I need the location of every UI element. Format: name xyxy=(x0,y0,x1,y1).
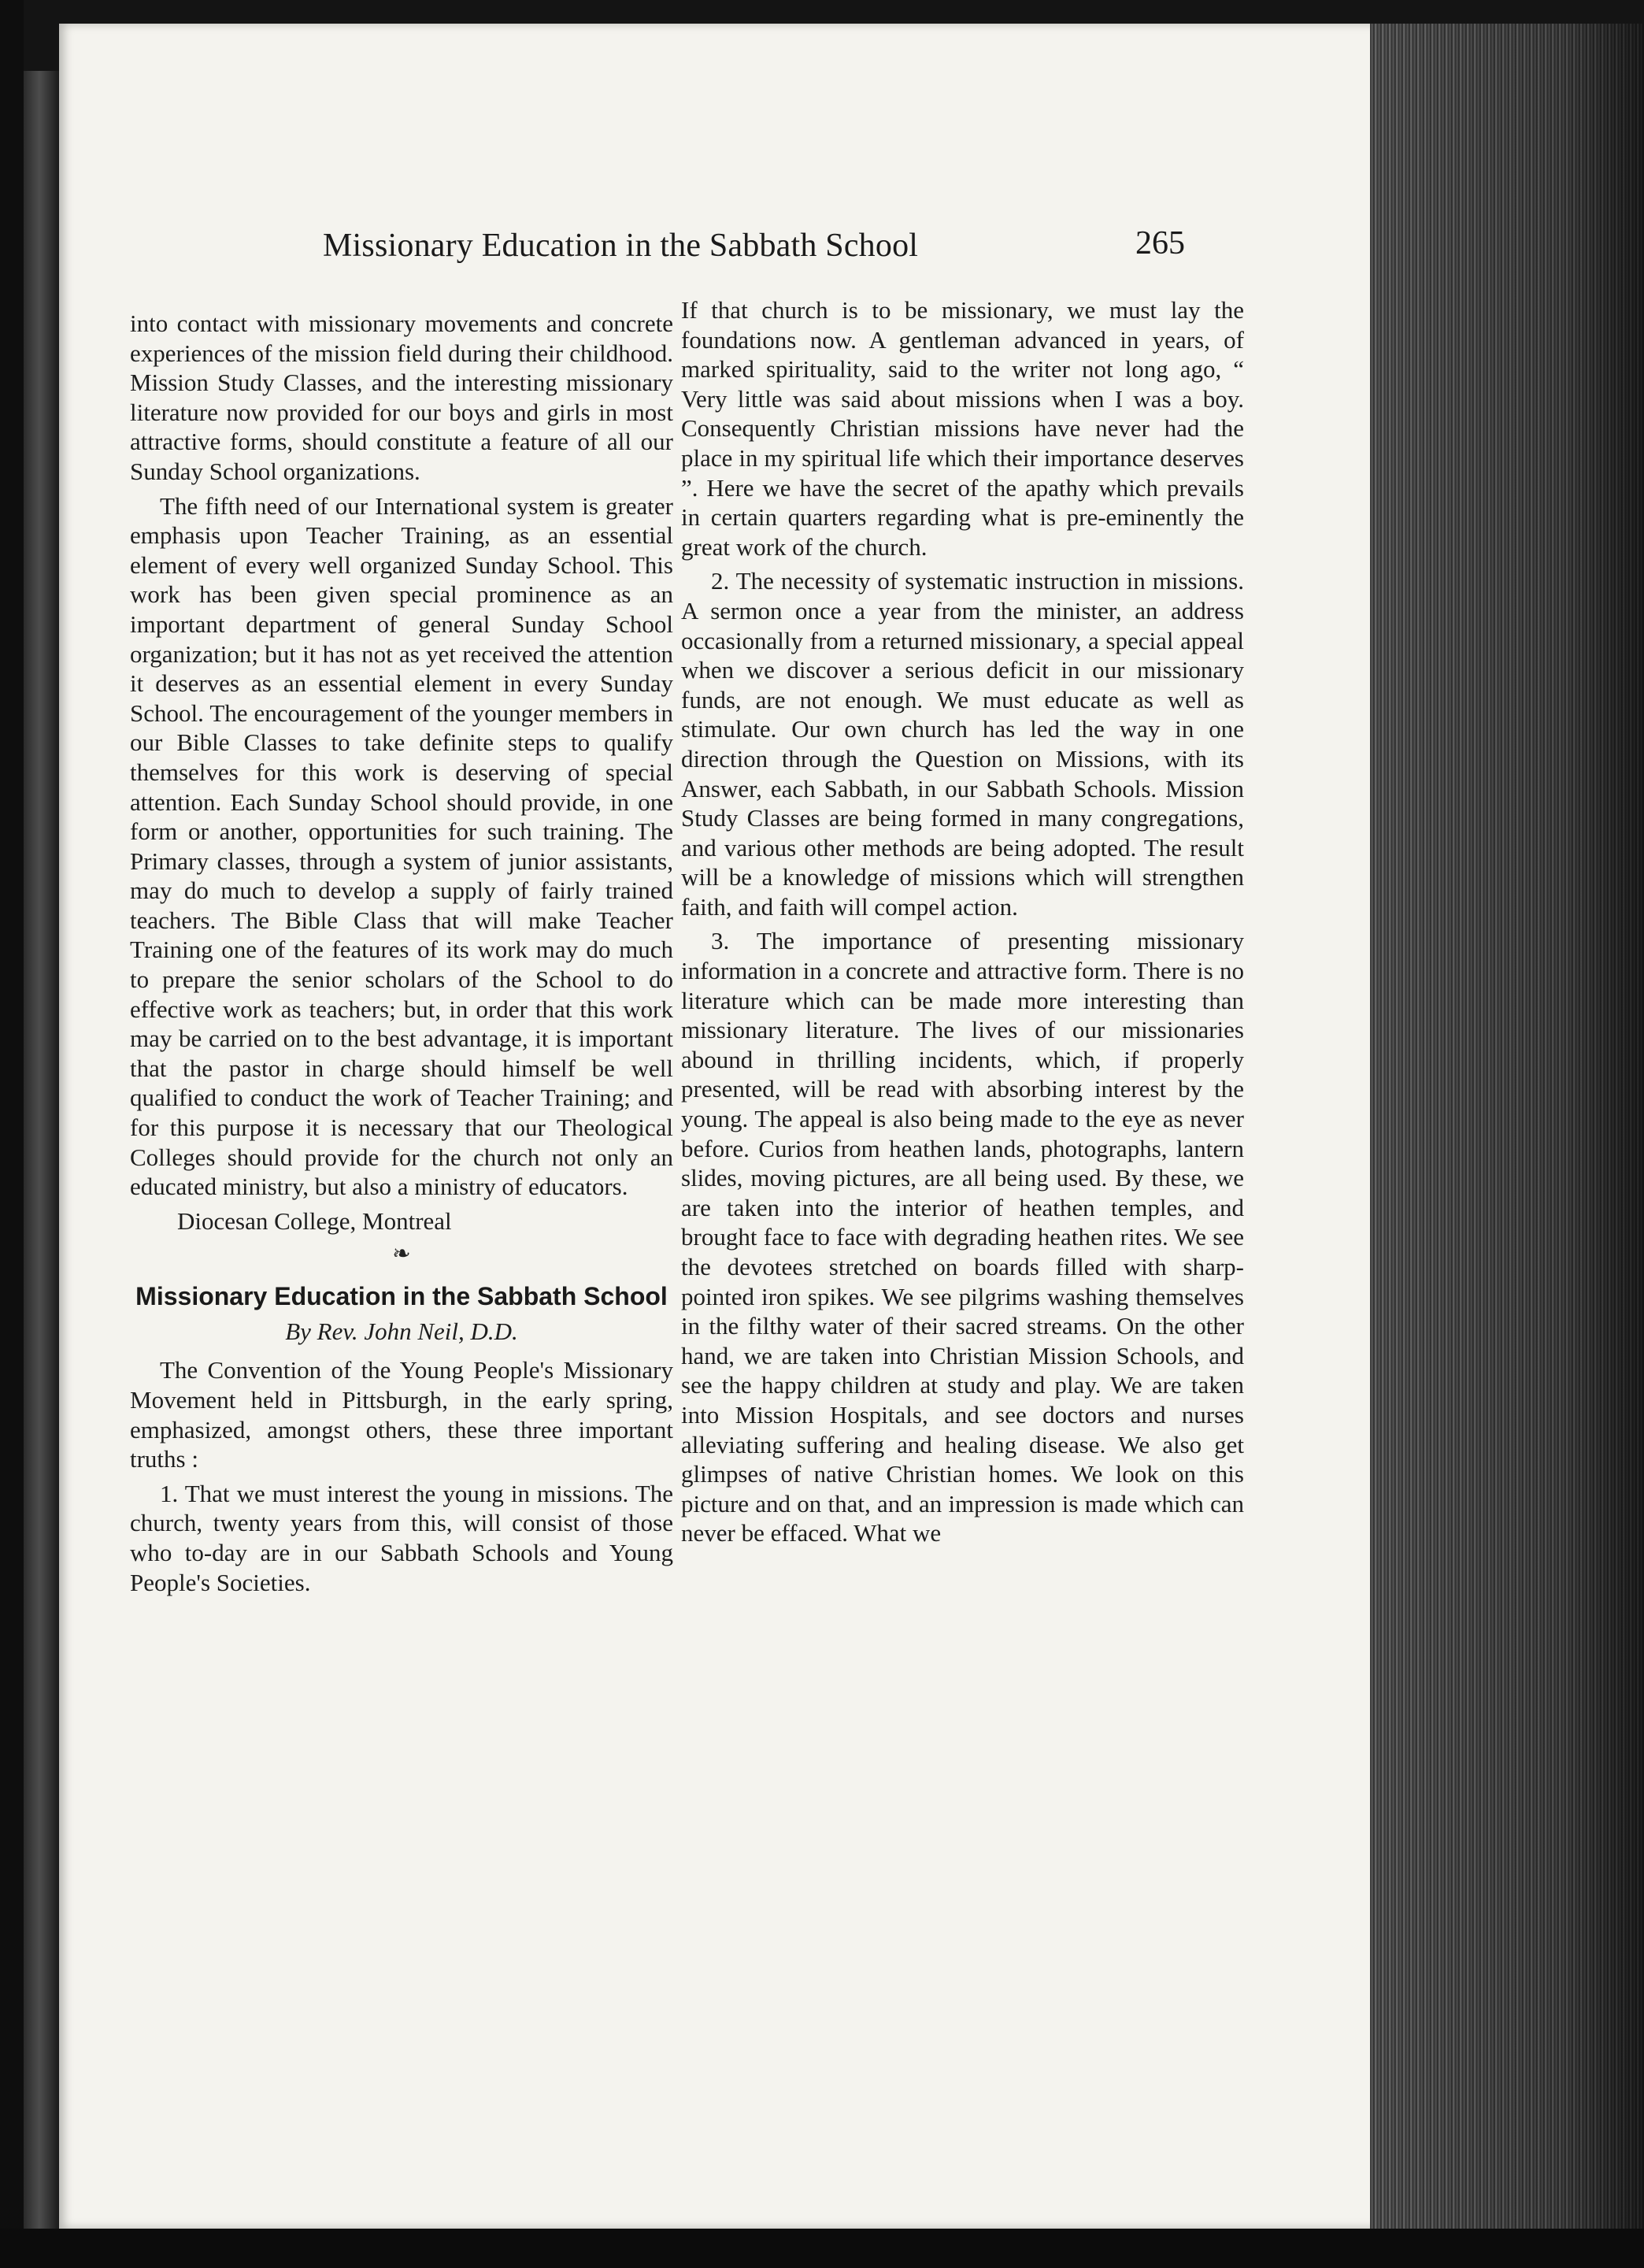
page-number: 265 xyxy=(1135,225,1185,261)
book-binding-edge xyxy=(24,71,59,2229)
paragraph-point-three: 3. The importance of presenting missionary information in a concrete and attractive form. There is no literature which can be made more interesting than missionary literature. The lives of our missionaries abound in thrilling incidents, which, if properly presented, will be read with absorbing interest by the young. The appeal is also being made to the eye as never before. Curios from heathen lands, photographs, lantern slides, moving pictures, are all being used. By these, we are taken into the interior of heathen temples, and brought face to face with degrading heathen rites. We see the devotees stretched on boards filled with sharp-pointed iron spikes. We see pilgrims washing themselves in the filthy water of their sacred streams. On the other hand, we are taken into Christian Mission Schools, and see the happy children at study and play. We are taken into Mission Hospitals, and see doctors and nurses alleviating suffering and healing disease. We also get glimpses of native Christian homes. We look on this picture and on that, and an impression is made which can never be effaced. What we xyxy=(681,927,1244,1547)
article-title: Missionary Education in the Sabbath School xyxy=(135,1282,668,1311)
running-head-title: Missionary Education in the Sabbath School xyxy=(323,228,919,264)
paragraph-continued: into contact with missionary movements and concrete experiences of the mission field during their childhood. Mission Study Classes, and the interesting missionary literature now provided for our boys and girls in most attractive forms, should constitute a feature of all our Sunday School organizations. xyxy=(130,309,673,485)
section-ornament: ❧ xyxy=(392,1242,411,1267)
paragraph-point-one: 1. That we must interest the young in missions. The church, twenty years from this, will consist of those who to-day are in our Sabbath Schools and Young People's Societies. xyxy=(130,1479,673,1596)
paragraph-point-one-continued: If that church is to be missionary, we must lay the foundations now. A gentleman advanced in years, of marked spirituality, said to the writer not long ago, “ Very little was said about missions when I was a boy. Consequently Christian missions have never had the place in my spiritual life which their importance deserves ”. Here we have the secret of the apathy which prevails in certain quarters regarding what is pre-eminently the great work of the church. xyxy=(681,296,1244,561)
book-page-edges-shadow xyxy=(1370,24,1644,2229)
paragraph-teacher-training: The fifth need of our International system is greater emphasis upon Teacher Training, as an essential element of every well organized Sunday School. This work has been given special prominence as an important department of general Sunday School organization; but it has not as yet received the attention it deserves as an essential element in every Sunday School. The encouragement of the younger members in our Bible Classes to take definite steps to qualify themselves for this work is deserving of special attention. Each Sunday School should provide, in one form or another, opportunities for such training. The Primary classes, through a system of junior assistants, may do much to develop a supply of fairly trained teachers. The Bible Class that will make Teacher Training one of the features of its work may do much to prepare the senior scholars of the School to do effective work as teachers; but, in order that this work may be carried on to the best advantage, it is important that the pastor in charge should himself be well qualified to conduct the work of Teacher Training; and for this purpose it is necessary that our Theological Colleges should provide for the church not only an educated ministry, but also a ministry of educators. xyxy=(130,491,673,1201)
scan-background-left xyxy=(0,0,24,2268)
scan-background-bottom xyxy=(0,2229,1644,2268)
author-affiliation: Diocesan College, Montreal xyxy=(177,1206,452,1235)
article-byline: By Rev. John Neil, D.D. xyxy=(285,1317,518,1346)
right-column xyxy=(681,295,1244,1548)
paragraph-convention: The Convention of the Young People's Missionary Movement held in Pittsburgh, in the early spring, emphasized, amongst others, these three important truths : xyxy=(130,1356,673,1473)
paragraph-point-two: 2. The necessity of systematic instruction in missions. A sermon once a year from the minister, an address occasionally from a returned missionary, a special appeal when we discover a serious deficit in our missionary funds, are not enough. We must educate as well as stimulate. Our own church has led the way in one direction through the Question on Missions, with its Answer, each Sabbath, in our Sabbath Schools. Mission Study Classes are being formed in many congregations, and various other methods are being adopted. The result will be a knowledge of missions which will strengthen faith, and faith will compel action. xyxy=(681,567,1244,921)
left-column xyxy=(130,309,673,1597)
